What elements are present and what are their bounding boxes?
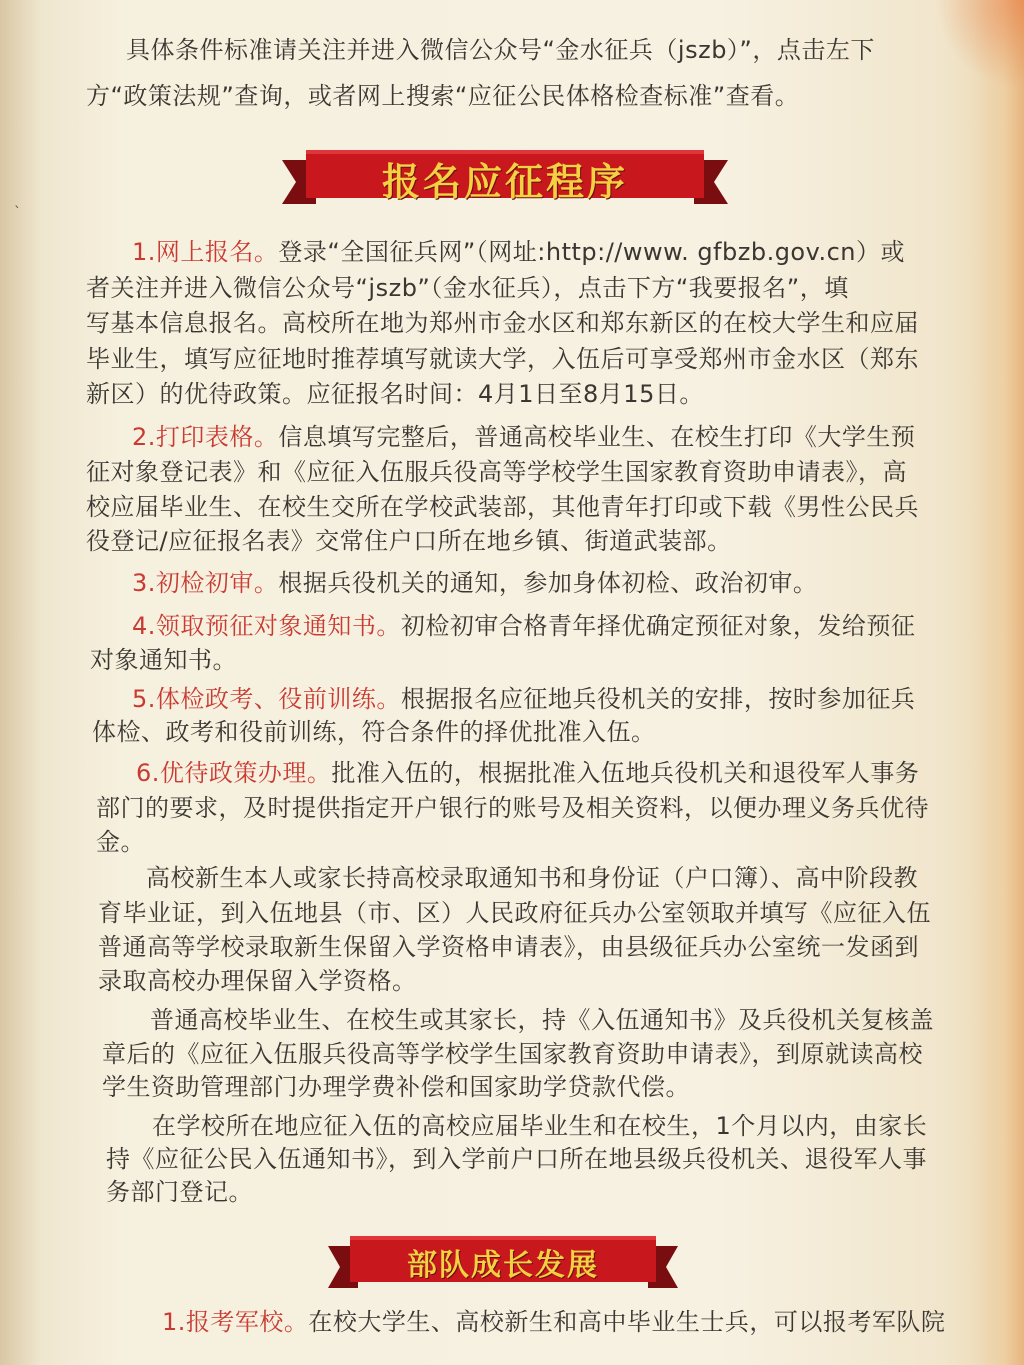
step-lead: 6.优待政策办理。 xyxy=(136,759,332,787)
paragraph-1-line-3: 普通高等学校录取新生保留入学资格申请表》，由县级征兵办公室统一发函到 xyxy=(98,933,919,961)
step-1-line-5: 新区）的优待政策。应征报名时间：4月1日至8月15日。 xyxy=(86,380,704,408)
section-title: 报名应征程序 xyxy=(381,158,628,204)
step-6-line-1: 6.优待政策办理。批准入伍的，根据批准入伍地兵役机关和退役军人事务 xyxy=(136,759,920,787)
growth-item-1: 1.报考军校。在校大学生、高校新生和高中毕业生士兵，可以报考军队院 xyxy=(162,1308,946,1336)
step-5-line-1: 5.体检政考、役前训练。根据报名应征地兵役机关的安排，按时参加征兵 xyxy=(132,685,916,713)
step-lead: 1.网上报名。 xyxy=(132,238,279,266)
step-2-line-4: 役登记/应征报名表》交常住户口所在地乡镇、街道武装部。 xyxy=(86,527,732,555)
item-lead: 1.报考军校。 xyxy=(162,1308,309,1336)
step-1-line-2: 者关注并进入微信公众号“jszb”（金水征兵），点击下方“我要报名”，填 xyxy=(86,274,849,302)
paragraph-1-line-1: 高校新生本人或家长持高校录取通知书和身份证（户口簿）、高中阶段教 xyxy=(146,864,918,892)
step-1-line-1: 1.网上报名。登录“全国征兵网”（网址:http://www. gfbzb.gov.cn）或 xyxy=(132,238,905,266)
step-3-line-1: 3.初检初审。根据兵役机关的通知，参加身体初检、政治初审。 xyxy=(132,569,818,597)
paragraph-3-line-1: 在学校所在地应征入伍的高校应届毕业生和在校生，1个月以内，由家长 xyxy=(152,1112,928,1140)
step-6-line-2: 部门的要求，及时提供指定开户银行的账号及相关资料，以便办理义务兵优待 xyxy=(96,794,929,822)
step-2-line-1: 2.打印表格。信息填写完整后，普通高校毕业生、在校生打印《大学生预 xyxy=(132,423,916,451)
step-lead: 2.打印表格。 xyxy=(132,423,279,451)
paragraph-3-line-2: 持《应征公民入伍通知书》，到入学前户口所在地县级兵役机关、退役军人事 xyxy=(106,1145,927,1173)
paragraph-2-line-2: 章后的《应征入伍服兵役高等学校学生国家教育资助申请表》，到原就读高校 xyxy=(102,1040,923,1068)
section-banner-registration xyxy=(282,146,728,210)
step-4-line-2: 对象通知书。 xyxy=(90,646,237,674)
margin-mark: ˋ xyxy=(14,205,21,221)
paragraph-1-line-2: 育毕业证，到入伍地县（市、区）人民政府征兵办公室领取并填写《应征入伍 xyxy=(98,899,931,927)
paragraph-3-line-3: 务部门登记。 xyxy=(106,1178,253,1206)
step-lead: 4.领取预征对象通知书。 xyxy=(132,612,401,640)
step-4-line-1: 4.领取预征对象通知书。初检初审合格青年择优确定预征对象，发给预征 xyxy=(132,612,916,640)
section-banner-growth xyxy=(328,1230,678,1294)
intro-line-2: 方“政策法规”查询，或者网上搜索“应征公民体格检查标准”查看。 xyxy=(86,82,800,110)
intro-line-1: 具体条件标准请关注并进入微信公众号“金水征兵（jszb）”，点击左下 xyxy=(126,36,875,64)
step-2-line-2: 征对象登记表》和《应征入伍服兵役高等学校学生国家教育资助申请表》，高 xyxy=(86,458,907,486)
step-1-line-4: 毕业生，填写应征地时推荐填写就读大学，入伍后可享受郑州市金水区（郑东 xyxy=(86,345,919,373)
step-1-line-3: 写基本信息报名。高校所在地为郑州市金水区和郑东新区的在校大学生和应届 xyxy=(86,309,919,337)
step-lead: 3.初检初审。 xyxy=(132,569,279,597)
step-2-line-3: 校应届毕业生、在校生交所在学校武装部，其他青年打印或下载《男性公民兵 xyxy=(86,493,919,521)
paragraph-2-line-1: 普通高校毕业生、在校生或其家长，持《入伍通知书》及兵役机关复核盖 xyxy=(150,1006,934,1034)
step-5-line-2: 体检、政考和役前训练，符合条件的择优批准入伍。 xyxy=(92,718,656,746)
paragraph-2-line-3: 学生资助管理部门办理学费补偿和国家助学贷款代偿。 xyxy=(102,1073,690,1101)
step-lead: 5.体检政考、役前训练。 xyxy=(132,685,401,713)
paragraph-1-line-4: 录取高校办理保留入学资格。 xyxy=(98,967,417,995)
section-title: 部队成长发展 xyxy=(407,1248,599,1283)
step-6-line-3: 金。 xyxy=(96,828,145,856)
